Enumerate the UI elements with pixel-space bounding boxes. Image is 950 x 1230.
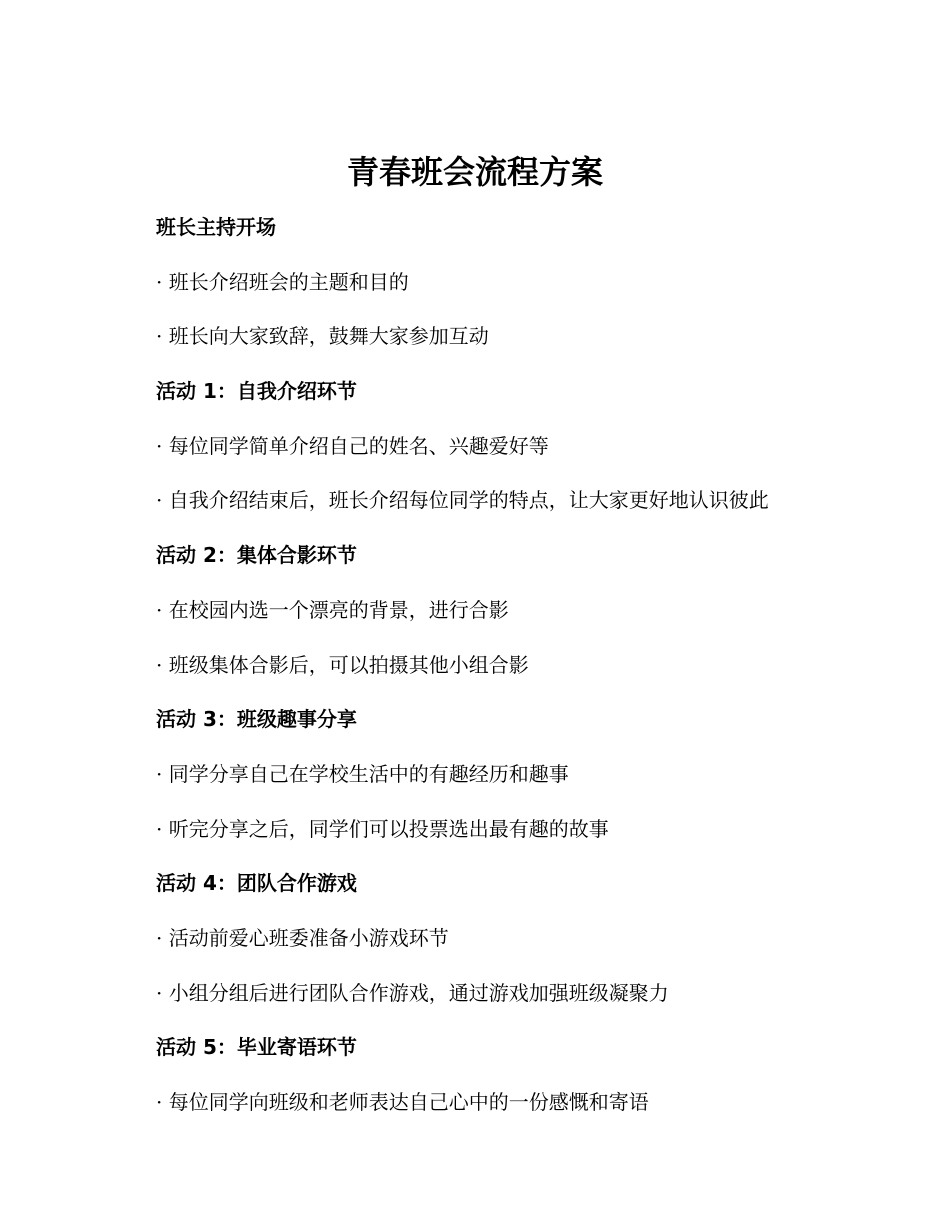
list-item: · 班长介绍班会的主题和目的 (156, 269, 409, 294)
section-heading: 活动 4：团队合作游戏 (156, 871, 357, 896)
section-heading: 活动 1：自我介绍环节 (156, 379, 357, 404)
page-title: 青春班会流程方案 (346, 153, 603, 191)
section-activity-4 (156, 856, 876, 1020)
section-activity-3 (156, 692, 876, 856)
list-item: · 班长向大家致辞，鼓舞大家参加互动 (156, 324, 489, 349)
section-heading: 活动 2：集体合影环节 (156, 543, 357, 568)
section-heading: 活动 5：毕业寄语环节 (156, 1035, 357, 1060)
section-heading: 班长主持开场 (156, 215, 276, 239)
section-heading: 活动 3：班级趣事分享 (156, 707, 357, 732)
section-opening (156, 200, 876, 364)
list-item: · 活动前爱心班委准备小游戏环节 (156, 925, 449, 950)
list-item: · 小组分组后进行团队合作游戏，通过游戏加强班级凝聚力 (156, 980, 669, 1005)
section-activity-5 (156, 1020, 876, 1129)
section-activity-2 (156, 528, 876, 692)
list-item: · 班级集体合影后，可以拍摄其他小组合影 (156, 652, 529, 677)
list-item: · 自我介绍结束后，班长介绍每位同学的特点，让大家更好地认识彼此 (156, 488, 769, 513)
list-item: · 在校园内选一个漂亮的背景，进行合影 (156, 597, 509, 622)
document-body (156, 200, 876, 1130)
list-item: · 每位同学向班级和老师表达自己心中的一份感慨和寄语 (156, 1090, 649, 1114)
list-item: · 听完分享之后，同学们可以投票选出最有趣的故事 (156, 816, 609, 841)
section-activity-1 (156, 364, 876, 528)
list-item: · 每位同学简单介绍自己的姓名、兴趣爱好等 (156, 433, 549, 458)
list-item: · 同学分享自己在学校生活中的有趣经历和趣事 (156, 761, 569, 786)
